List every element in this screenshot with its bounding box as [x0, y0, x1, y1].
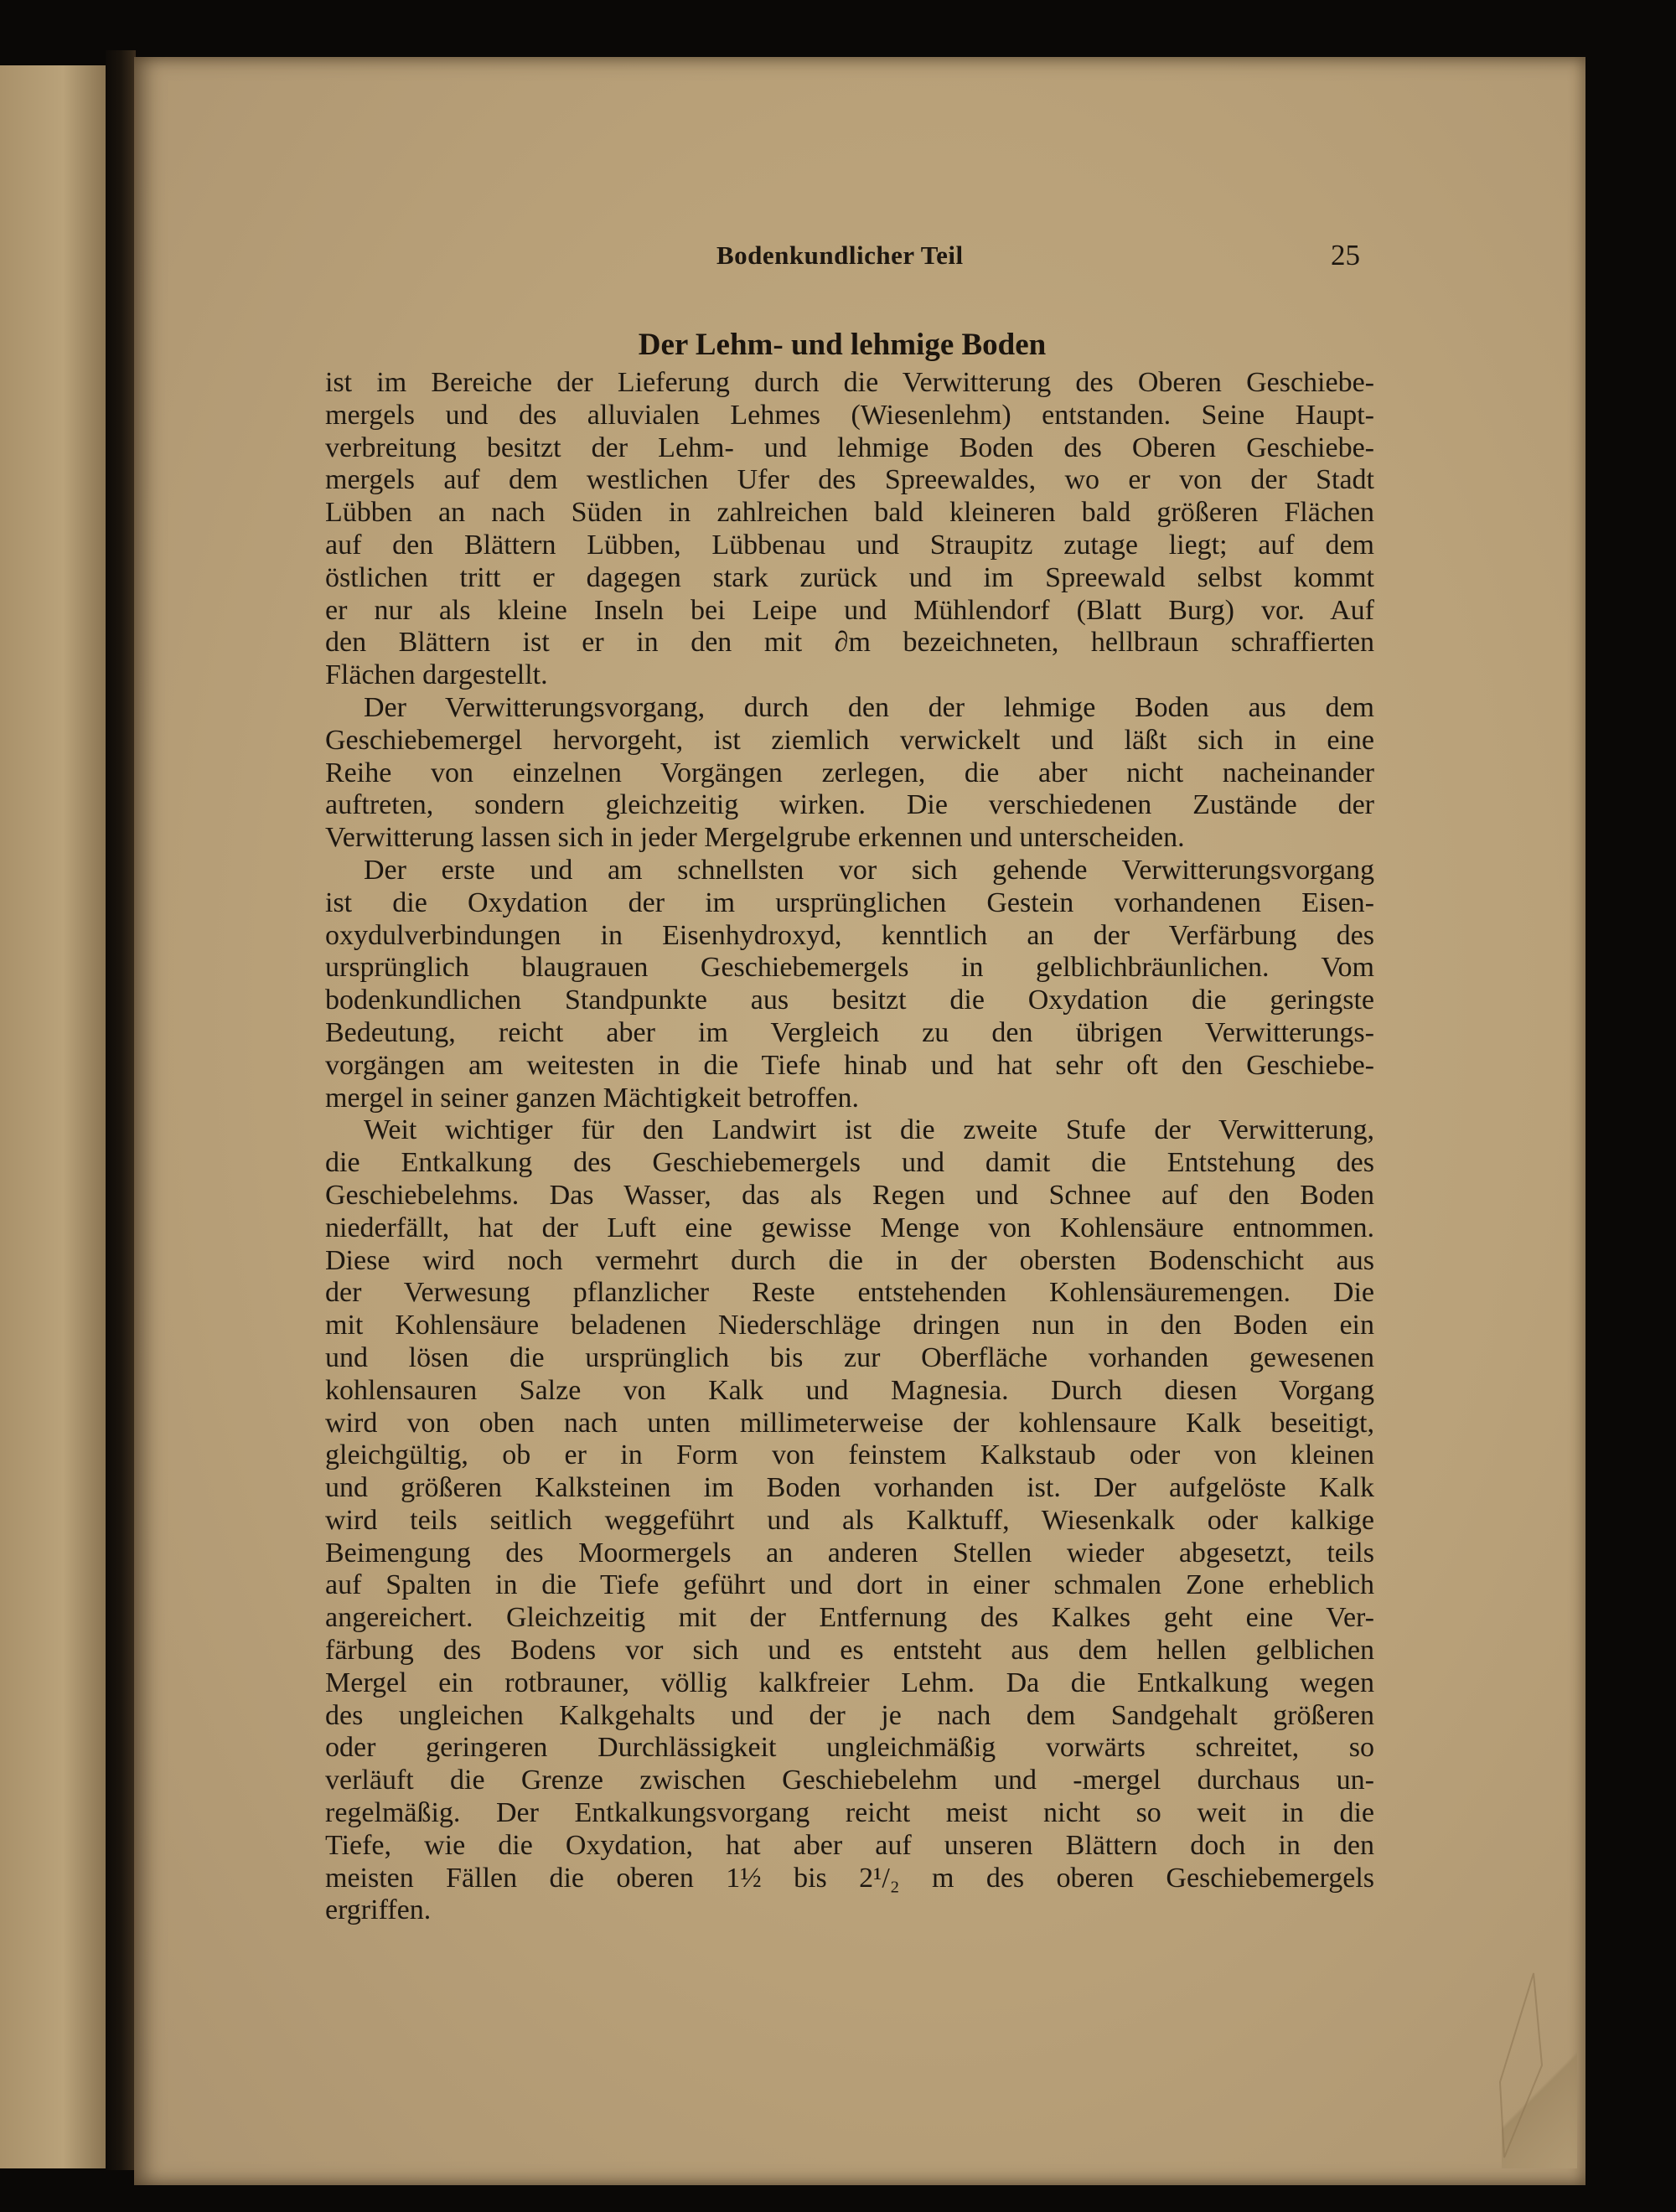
- running-header: Bodenkundlicher Teil: [716, 240, 964, 270]
- text-line: mergel in seiner ganzen Mächtigkeit betroffen.: [325, 1082, 859, 1114]
- text-line: Der erste und am schnellsten vor sich gehende Verwitterungsvorgang: [364, 854, 1374, 886]
- paragraph: [325, 692, 1374, 855]
- text-line: wird teils seitlich weggeführt und als Kalktuff, Wiesenkalk oder kalkige: [325, 1504, 1374, 1536]
- paragraph: [325, 855, 1374, 1114]
- left-page-edge: [0, 65, 106, 2168]
- paragraph: [325, 367, 1374, 692]
- text-line: Verwitterung lassen sich in jeder Mergelgrube erkennen und unterscheiden.: [325, 822, 1185, 854]
- text-line: ursprünglich blaugrauen Geschiebemergels in gelblichbräunlichen. Vom: [325, 952, 1374, 984]
- margin-scratch-marks: [1483, 1965, 1550, 2174]
- page-number: 25: [1331, 239, 1360, 271]
- text-line: oder geringeren Durchlässigkeit ungleichmäßig vorwärts schreitet, so: [325, 1732, 1374, 1764]
- text-line: Geschiebemergel hervorgeht, ist ziemlich verwickelt und läßt sich in eine: [325, 724, 1374, 756]
- text-line: auftreten, sondern gleichzeitig wirken. Die verschiedenen Zustände der: [325, 789, 1374, 821]
- text-line: auf den Blättern Lübben, Lübbenau und Straupitz zutage liegt; auf dem: [325, 529, 1374, 561]
- text-line: Reihe von einzelnen Vorgängen zerlegen, die aber nicht nacheinander: [325, 757, 1374, 788]
- text-line: Flächen dargestellt.: [325, 659, 548, 691]
- book-gutter: [106, 50, 136, 2170]
- text-line: Geschiebelehms. Das Wasser, das als Regen und Schnee auf den Boden: [325, 1179, 1374, 1211]
- text-line: verläuft die Grenze zwischen Geschiebelehm und -mergel durchaus un-: [325, 1765, 1374, 1796]
- text-line: der Verwesung pflanzlicher Reste entstehenden Kohlensäuremengen. Die: [325, 1277, 1374, 1309]
- text-line: ist im Bereiche der Lieferung durch die Verwitterung des Oberen Geschiebe-: [325, 367, 1374, 398]
- text-line: ergriffen.: [325, 1894, 432, 1926]
- text-line: und größeren Kalksteinen im Boden vorhanden ist. Der aufgelöste Kalk: [325, 1472, 1374, 1504]
- text-line: niederfällt, hat der Luft eine gewisse Menge von Kohlensäure entnommen.: [325, 1212, 1374, 1243]
- text-line: und lösen die ursprünglich bis zur Oberfläche vorhanden gewesenen: [325, 1341, 1374, 1373]
- running-header-row: [0, 240, 1676, 279]
- text-line: meisten Fällen die oberen 1½ bis 2¹/₂ m des oberen Geschiebemergels: [325, 1862, 1374, 1894]
- text-line: färbung des Bodens vor sich und es entsteht aus dem hellen gelblichen: [325, 1635, 1374, 1667]
- body-text: [325, 367, 1374, 1927]
- text-line: den Blättern ist er in den mit ∂m bezeichneten, hellbraun schraffierten: [325, 627, 1374, 659]
- text-line: ist die Oxydation der im ursprünglichen Gestein vorhandenen Eisen-: [325, 886, 1374, 918]
- text-line: östlichen tritt er dagegen stark zurück und im Spreewald selbst kommt: [325, 561, 1374, 593]
- text-line: Lübben an nach Süden in zahlreichen bald kleineren bald größeren Flächen: [325, 497, 1374, 529]
- text-line: kohlensauren Salze von Kalk und Magnesia. Durch diesen Vorgang: [325, 1374, 1374, 1406]
- text-line: Diese wird noch vermehrt durch die in der obersten Bodenschicht aus: [325, 1244, 1374, 1276]
- text-line: er nur als kleine Inseln bei Leipe und Mühlendorf (Blatt Burg) vor. Auf: [325, 594, 1374, 626]
- text-line: bodenkundlichen Standpunkte aus besitzt die Oxydation die geringste: [325, 985, 1374, 1016]
- text-line: Der Verwitterungsvorgang, durch den der lehmige Boden aus dem: [364, 691, 1374, 723]
- text-line: Bedeutung, reicht aber im Vergleich zu den übrigen Verwitterungs-: [325, 1016, 1374, 1048]
- text-line: regelmäßig. Der Entkalkungsvorgang reicht meist nicht so weit in die: [325, 1797, 1374, 1829]
- text-line: verbreitung besitzt der Lehm- und lehmige Boden des Oberen Geschiebe-: [325, 432, 1374, 463]
- text-line: des ungleichen Kalkgehalts und der je nach dem Sandgehalt größeren: [325, 1699, 1374, 1731]
- section-heading: Der Lehm- und lehmige Boden: [638, 328, 1047, 362]
- text-line: Tiefe, wie die Oxydation, hat aber auf unseren Blättern doch in den: [325, 1829, 1374, 1861]
- paragraph: [325, 1114, 1374, 1927]
- text-line: die Entkalkung des Geschiebemergels und damit die Entstehung des: [325, 1147, 1374, 1179]
- text-line: auf Spalten in die Tiefe geführt und dort in einer schmalen Zone erheblich: [325, 1569, 1374, 1601]
- text-line: Mergel ein rotbrauner, völlig kalkfreier Lehm. Da die Entkalkung wegen: [325, 1667, 1374, 1698]
- text-line: Weit wichtiger für den Landwirt ist die zweite Stufe der Verwitterung,: [364, 1114, 1374, 1146]
- text-line: angereichert. Gleichzeitig mit der Entfernung des Kalkes geht eine Ver-: [325, 1602, 1374, 1634]
- text-line: mit Kohlensäure beladenen Niederschläge dringen nun in den Boden ein: [325, 1310, 1374, 1341]
- text-line: oxydulverbindungen in Eisenhydroxyd, kenntlich an der Verfärbung des: [325, 919, 1374, 951]
- text-line: Beimengung des Moormergels an anderen Stellen wieder abgesetzt, teils: [325, 1537, 1374, 1569]
- text-line: mergels auf dem westlichen Ufer des Spreewaldes, wo er von der Stadt: [325, 464, 1374, 496]
- text-line: wird von oben nach unten millimeterweise der kohlensaure Kalk beseitigt,: [325, 1407, 1374, 1439]
- text-line: mergels und des alluvialen Lehmes (Wiesenlehm) entstanden. Seine Haupt-: [325, 399, 1374, 431]
- text-line: vorgängen am weitesten in die Tiefe hinab und hat sehr oft den Geschiebe-: [325, 1049, 1374, 1081]
- text-line: gleichgültig, ob er in Form von feinstem Kalkstaub oder von kleinen: [325, 1439, 1374, 1471]
